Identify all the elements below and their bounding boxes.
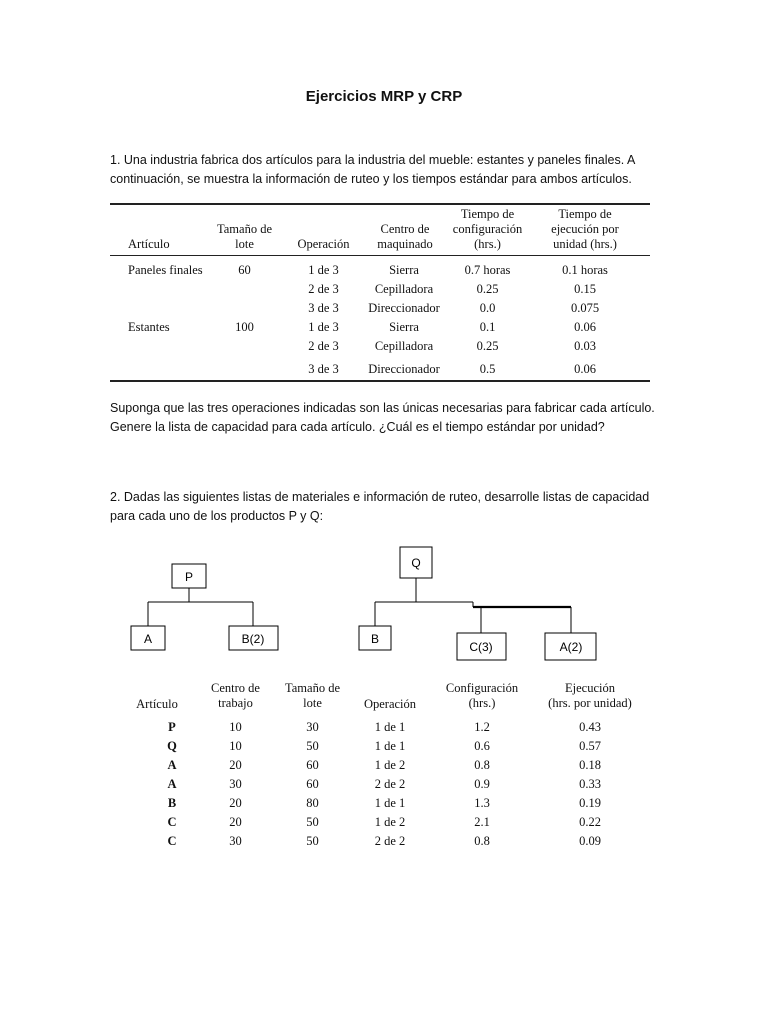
table-cell: 20 [229, 758, 242, 772]
table-cell: 20 [229, 815, 242, 829]
table-cell: P [168, 720, 176, 734]
table-cell: 20 [229, 796, 242, 810]
header-centro: Centro de maquinado [377, 222, 433, 251]
table-cell: 1 de 2 [374, 758, 406, 772]
table-cell: 60 [306, 777, 319, 791]
table-cell: 3 de 3 [308, 362, 339, 376]
table-cell: 0.7 horas [464, 263, 511, 277]
header-lote: Tamaño de lote [216, 222, 272, 251]
header-configuracion-2: Configuración (hrs.) [445, 681, 519, 710]
node-a-label: A [143, 632, 153, 646]
table-cell: 100 [235, 320, 254, 334]
table-cell: 50 [306, 834, 319, 848]
table-cell: 2 de 2 [374, 834, 406, 848]
table-cell: 1.3 [474, 796, 490, 810]
table-cell: Paneles finales [128, 263, 203, 277]
table-cell: 2 de 3 [308, 282, 339, 296]
table-cell: 30 [229, 777, 242, 791]
table-cell: 0.1 [479, 320, 496, 334]
table-cell: 1 de 3 [308, 263, 339, 277]
table-cell: 0.18 [579, 758, 601, 772]
table-cell: 50 [306, 739, 319, 753]
header-articulo-2: Artículo [136, 697, 178, 711]
table-cell: Sierra [389, 263, 419, 277]
node-b2-label: B(2) [241, 632, 265, 646]
table-cell: 0.6 [474, 739, 490, 753]
table-cell: 60 [238, 263, 251, 277]
table-cell: 2.1 [474, 815, 490, 829]
table-cell: 0.25 [476, 339, 499, 353]
header-lote-2: Tamaño de lote [284, 681, 340, 710]
table-cell: 80 [306, 796, 319, 810]
table-cell: 1 de 3 [308, 320, 339, 334]
problem-1-intro: 1. Una industria fabrica dos artículos para la industria del mueble: estantes y paneles finales. A continuación, se muestra la información de ruteo y los tiempos estándar para ambos artículos. [110, 153, 635, 186]
table-cell: 0.03 [574, 339, 596, 353]
table-cell: C [167, 834, 177, 848]
table-cell: Sierra [389, 320, 419, 334]
table-cell: 0.8 [474, 834, 490, 848]
table-cell: 0.19 [579, 796, 601, 810]
header-operacion: Operación [297, 237, 350, 251]
table-cell: Q [167, 739, 177, 753]
table-cell: 50 [306, 815, 319, 829]
table-cell: 3 de 3 [308, 301, 339, 315]
table-cell: 10 [229, 720, 242, 734]
table-cell: C [167, 815, 177, 829]
table-cell: 0.8 [474, 758, 490, 772]
table-cell: 0.22 [579, 815, 601, 829]
table-cell: Direccionador [368, 301, 440, 315]
table-cell: 0.09 [579, 834, 601, 848]
table-cell: 0.33 [579, 777, 601, 791]
table-cell: 10 [229, 739, 242, 753]
table-cell: 1 de 1 [374, 739, 406, 753]
node-a2-label: A(2) [559, 640, 583, 654]
node-p-label: P [184, 570, 194, 584]
table-cell: 0.43 [579, 720, 601, 734]
table-cell: 1 de 2 [374, 815, 406, 829]
table-cell: 2 de 2 [374, 777, 406, 791]
table-cell: Cepilladora [374, 282, 434, 296]
table-cell: 0.5 [479, 362, 496, 376]
table-cell: 0.075 [570, 301, 600, 315]
table-cell: 0.06 [574, 320, 596, 334]
table-cell: A [167, 758, 177, 772]
node-c3-label: C(3) [469, 640, 493, 654]
table-cell: A [167, 777, 177, 791]
header-operacion-2: Operación [363, 697, 417, 711]
page-title: Ejercicios MRP y CRP [305, 88, 463, 105]
table-cell: 0.25 [476, 282, 499, 296]
header-articulo: Artículo [128, 237, 170, 251]
table-cell: Estantes [128, 320, 170, 334]
header-ejecucion: Tiempo de ejecución por unidad (hrs.) [551, 207, 619, 251]
header-centro-2: Centro de trabajo [211, 681, 260, 710]
table-cell: 2 de 3 [308, 339, 339, 353]
table-cell: B [167, 796, 177, 810]
table-cell: 60 [306, 758, 319, 772]
table-cell: Direccionador [368, 362, 440, 376]
problem-2-intro: 2. Dadas las siguientes listas de materiales e información de ruteo, desarrolle listas de capacidad para cada uno de los productos P y Q: [110, 490, 650, 523]
table-cell: 0.06 [574, 362, 596, 376]
table-cell: 30 [229, 834, 242, 848]
table-cell: 30 [306, 720, 319, 734]
table-cell: 0.0 [479, 301, 496, 315]
table-cell: 0.9 [474, 777, 490, 791]
table-cell: 1 de 1 [374, 720, 406, 734]
table-cell: 1 de 1 [374, 796, 406, 810]
node-b-label: B [370, 632, 380, 646]
table-cell: 1.2 [474, 720, 490, 734]
table-cell: 0.57 [579, 739, 601, 753]
problem-1-question: Suponga que las tres operaciones indicadas son las únicas necesarias para fabricar cada artículo. Genere la lista de capacidad para cada artículo. ¿Cuál es el tiempo estándar por unidad? [110, 401, 655, 434]
table-cell: 0.15 [574, 282, 596, 296]
header-configuracion: Tiempo de configuración (hrs.) [452, 207, 523, 251]
table-cell: 0.1 horas [562, 263, 608, 277]
node-q-label: Q [411, 556, 421, 570]
table-cell: Cepilladora [374, 339, 434, 353]
header-ejecucion-2: Ejecución (hrs. por unidad) [548, 681, 632, 710]
